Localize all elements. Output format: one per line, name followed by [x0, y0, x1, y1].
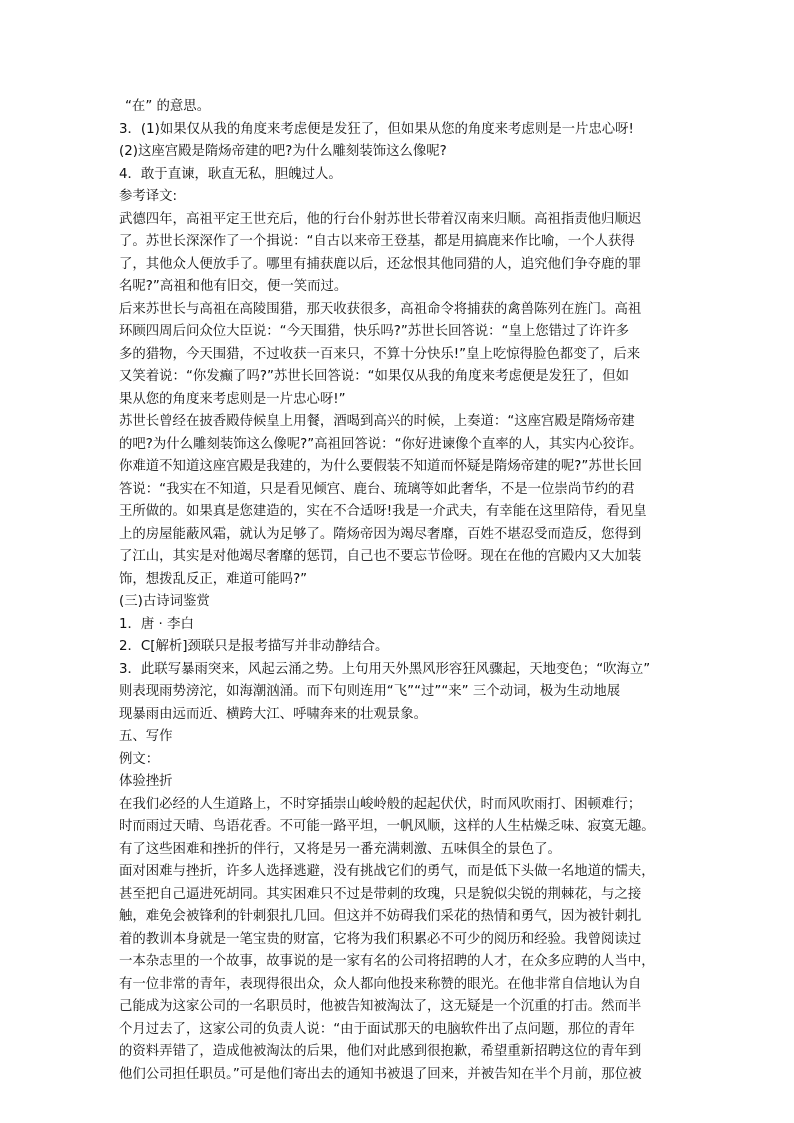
text-line: 你难道不知道这座宫殿是我建的，为什么要假装不知道而怀疑是隋炀帝建的呢?”苏世长回	[119, 459, 642, 474]
text-line: (2)这座宫殿是隋炀帝建的吧?为什么雕刻装饰这么像呢?	[119, 144, 447, 159]
text-line: 王所做的。如果真是您建造的，实在不合适呀!我是一介武夫，有幸能在这里陪侍，看见皇	[119, 504, 647, 519]
text-line: 果从您的角度来考虑则是一片忠心呀!”	[119, 391, 346, 407]
document-page	[119, 96, 685, 1109]
text-line	[119, 1086, 685, 1109]
text-line: 己能成为这家公司的一名职员时，他被告知被淘汰了，这无疑是一个沉重的打击。然而半	[119, 999, 642, 1014]
text-line: 了江山，其实是对他竭尽奢靡的惩罚，自己也不要忘节俭呀。现在在他的宫殿内又大加装	[119, 549, 642, 564]
text-line: 名呢?”高祖和他有旧交，便一笑而过。	[119, 279, 348, 294]
text-line: 有了这些困难和挫折的伴行，又将是另一番充满刺激、五味俱全的景色了。	[119, 841, 561, 857]
text-line: 环顾四周后问众位大臣说：“今天围猎，快乐吗?”苏世长回答说：“皇上您错过了许许多	[119, 324, 629, 339]
text-line: 1．唐 · 李白	[119, 616, 194, 632]
text-line: “在” 的意思。	[125, 99, 211, 114]
text-line: 的资料弄错了，造成他被淘汰的后果，他们对此感到很抱歉，希望重新招聘这位的青年到	[119, 1044, 642, 1059]
text-line: 后来苏世长与高祖在高陵围猎，那天收获很多，高祖命令将捕获的禽兽陈列在旌门。高祖	[119, 301, 642, 317]
text-line: 他们公司担任职员。”可是他们寄出去的通知书被退了回来，并被告知在半个月前，那位被	[119, 1066, 642, 1082]
text-line: 3．此联写暴雨突来，风起云涌之势。上句用天外黑风形容狂风骤起，天地变色；“吹海立”	[119, 661, 651, 677]
text-line: 一本杂志里的一个故事，故事说的是一家有名的公司将招聘的人才，在众多应聘的人当中，	[119, 954, 655, 969]
text-line: 有一位非常的青年，表现得很出众，众人都向他投来称赞的眼光。在他非常自信地认为自	[119, 976, 642, 992]
text-line: 的吧?为什么雕刻装饰这么像呢?”高祖回答说：“你好进谏像个直率的人，其实内心狡诈。	[119, 436, 643, 452]
text-line: 又笑着说：“你发癫了吗?”苏世长回答说：“如果仅从我的角度来考虑便是发狂了，但如	[119, 369, 629, 384]
essay-title: 体验挫折	[119, 774, 173, 789]
text-line: 在我们必经的人生道路上，不时穿插崇山峻岭般的起起伏伏，时而风吹雨打、困顿难行；	[119, 796, 642, 812]
text-line: 则表现雨势滂沱，如海潮汹涌。而下句则连用“飞”“过”“来” 三个动词，极为生动地展	[119, 684, 621, 699]
text-line: 上的房屋能蔽风霜，就认为足够了。隋炀帝因为竭尽奢靡，百姓不堪忍受而造反，您得到	[119, 526, 642, 542]
text-line: 苏世长曾经在披香殿侍候皇上用餐，酒喝到高兴的时候，上奏道：“这座宫殿是隋炀帝建	[119, 414, 635, 429]
text-line: 多的猎物，今天围猎，不过收获一百来只，不算十分快乐!”皇上吃惊得脸色都变了，后来	[119, 346, 641, 362]
text-line: 甚至把自己逼进死胡同。其实困难只不过是带刺的玫瑰，只是貌似尖锐的荆棘花，与之接	[119, 886, 642, 902]
text-line: 了。苏世长深深作了一个揖说：“自古以来帝王登基，都是用搞鹿来作比喻，一个人获得	[119, 234, 635, 249]
section-label: 例文：	[119, 751, 160, 767]
text-line: 触，难免会被锋利的针刺狠扎几回。但这并不妨碍我们采花的热情和勇气，因为被针刺扎	[119, 909, 642, 924]
text-line: 2．C[解析]颈联只是报考描写并非动静结合。	[119, 639, 389, 654]
text-line: 饰，想拨乱反正，难道可能吗?”	[119, 571, 308, 587]
text-line: 现暴雨由远而近、横跨大江、呼啸奔来的壮观景象。	[119, 706, 427, 722]
text-line: 时而雨过天晴、鸟语花香。不可能一路平坦，一帆风顺，这样的人生枯燥乏味、寂寞无趣。	[119, 819, 655, 834]
text-line: 面对困难与挫折，许多人选择逃避，没有挑战它们的勇气，而是低下头做一名地道的懦夫，	[119, 864, 655, 879]
section-label: 参考译文:	[119, 189, 178, 204]
section-heading: (三)古诗词鉴赏	[119, 594, 210, 609]
text-line: 武德四年，高祖平定王世充后，他的行台仆射苏世长带着汉南来归顺。高祖指责他归顺迟	[119, 211, 642, 227]
text-line: 答说：“我实在不知道，只是看见倾宫、鹿台、琉璃等如此奢华，不是一位崇尚节约的君	[119, 481, 635, 497]
text-line: 4．敢于直谏，耿直无私，胆魄过人。	[119, 166, 342, 182]
text-line: 了，其他众人便放手了。哪里有捕获鹿以后，还忿恨其他同猎的人，追究他们争夺鹿的罪	[119, 256, 642, 272]
text-line: 着的教训本身就是一笔宝贵的财富，它将为我们积累必不可少的阅历和经验。我曾阅读过	[119, 931, 642, 947]
text-line: 个月过去了，这家公司的负责人说：“由于面试那天的电脑软件出了点问题，那位的青年	[119, 1021, 635, 1037]
text-line: 3．(1)如果仅从我的角度来考虑便是发狂了，但如果从您的角度来考虑则是一片忠心呀!	[119, 121, 634, 137]
section-heading: 五、写作	[119, 729, 173, 744]
